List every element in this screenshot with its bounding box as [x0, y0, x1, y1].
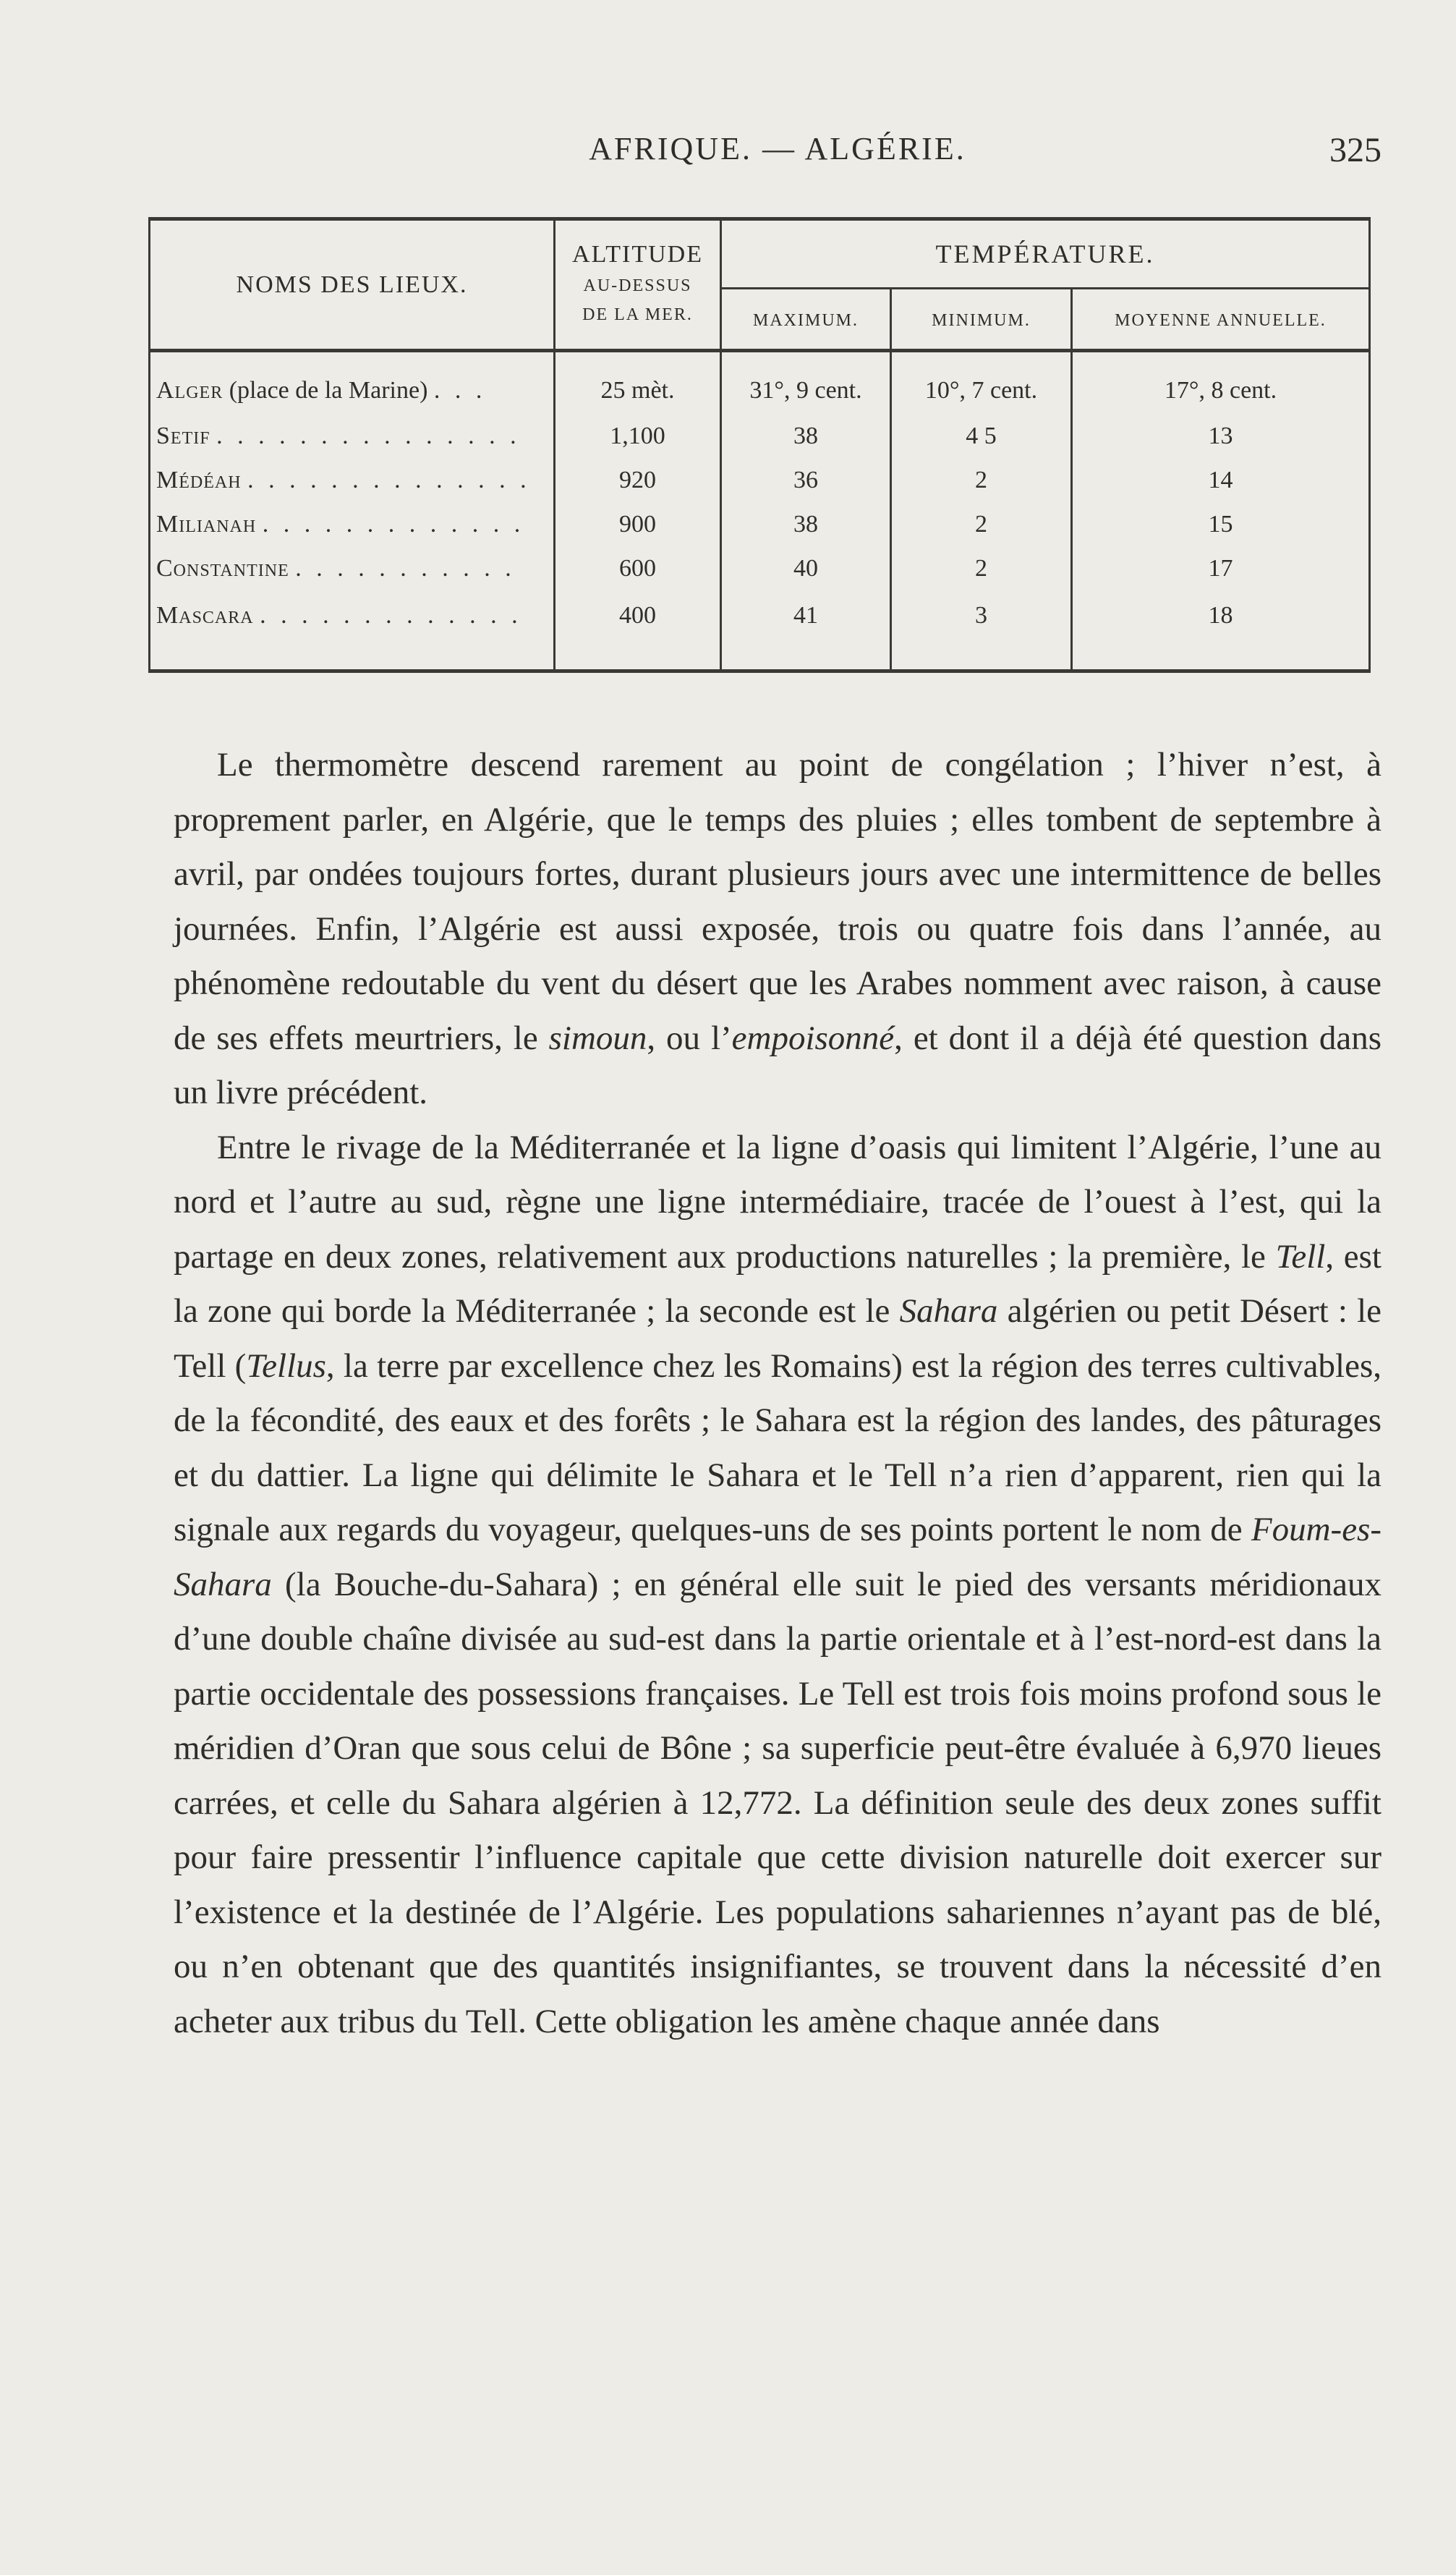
- cell-minimum: 2: [891, 546, 1072, 590]
- emphasis-tellus: Tellus: [246, 1346, 326, 1385]
- emphasis-empoisonne: empoisonné: [731, 1019, 895, 1057]
- place-name: Milianah: [156, 510, 257, 538]
- header-place: NOMS DES LIEUX.: [150, 219, 555, 351]
- table-row: [150, 351, 1370, 415]
- cell-place: [150, 590, 555, 671]
- emphasis-foum-es-sahara: Foum-es-Sahara: [174, 1511, 1382, 1603]
- paragraph: Le thermomètre descend rarement au point de congélation ; l’hiver n’est, à proprement parler, en Algérie, que le temps des pluies ; elles tombent de septembre à avril, par ondées toujours fortes, durant plusieurs jours avec une intermittence de belles journées. Enfin, l’Algérie est aussi exposée, trois ou quatre fois dans l’année, au phénomène redoutable du vent du désert que les Arabes nomment avec raison, à cause de ses effets meurtriers, le simoun, ou l’empoisonné, et dont il a déjà été question dans un livre précédent.: [174, 746, 1382, 1111]
- place-note: (place de la Marine): [223, 376, 428, 404]
- leader-dots: . . . . . . . . . . . . .: [262, 510, 525, 538]
- cell-mean: 17: [1072, 546, 1370, 590]
- leader-dots: . . . . . . . . . . . . .: [260, 601, 522, 629]
- cell-maximum: 38: [721, 502, 891, 546]
- leader-dots: . . . . . . . . . . . . . . .: [216, 422, 521, 449]
- cell-altitude: 900: [555, 502, 721, 546]
- cell-minimum: 10°, 7 cent.: [891, 351, 1072, 415]
- cell-maximum: 31°, 9 cent.: [721, 351, 891, 415]
- cell-maximum: 40: [721, 546, 891, 590]
- leader-dots: . . .: [433, 376, 487, 404]
- table-row: [150, 458, 1370, 502]
- cell-place: [150, 414, 555, 458]
- place-name: Alger: [156, 376, 223, 404]
- header-altitude: [555, 219, 721, 351]
- header-mean: MOYENNE ANNUELLE.: [1072, 289, 1370, 351]
- emphasis-tell: Tell: [1275, 1237, 1326, 1276]
- cell-altitude: 25 mèt.: [555, 351, 721, 415]
- cell-altitude: 1,100: [555, 414, 721, 458]
- cell-minimum: 2: [891, 458, 1072, 502]
- climate-table-wrapper: [148, 217, 1371, 673]
- header-maximum: MAXIMUM.: [721, 289, 891, 351]
- place-name: Médéah: [156, 466, 242, 493]
- cell-mean: 17°, 8 cent.: [1072, 351, 1370, 415]
- table-row: [150, 414, 1370, 458]
- cell-altitude: 920: [555, 458, 721, 502]
- cell-altitude: 600: [555, 546, 721, 590]
- cell-minimum: 3: [891, 590, 1072, 671]
- place-name: Setif: [156, 422, 210, 449]
- cell-mean: 14: [1072, 458, 1370, 502]
- paragraph: Entre le rivage de la Méditerranée et la ligne d’oasis qui limitent l’Algérie, l’une au nord et l’autre au sud, règne une ligne intermédiaire, tracée de l’ouest à l’est, qui la partage en deux zones, relativement aux productions naturelles ; la première, le Tell, est la zone qui borde la Méditerranée ; la seconde est le Sahara algérien ou petit Désert : le Tell (Tellus, la terre par excellence chez les Romains) est la région des terres cultivables, de la fécondité, des eaux et des forêts ; le Sahara est la région des landes, des pâturages et du dattier. La ligne qui délimite le Sahara et le Tell n’a rien d’apparent, rien qui la signale aux regards du voyageur, quelques-uns de ses points portent le nom de Foum-es-Sahara (la Bouche-du-Sahara) ; en général elle suit le pied des versants méridionaux d’une double chaîne divisée au sud-est dans la partie orientale et à l’est-nord-est dans la partie occidentale des possessions françaises. Le Tell est trois fois moins profond sous le méridien d’Oran que sous celui de Bône ; sa superficie peut-être évaluée à 6,970 lieues carrées, et celle du Sahara algérien à 12,772. La définition seule des deux zones suffit pour faire pressentir l’influence capitale que cette division naturelle doit exercer sur l’existence et la destinée de l’Algérie. Les populations sahariennes n’ayant pas de blé, ou n’en obtenant que des quantités insignifiantes, se trouvent dans la nécessité d’en acheter aux tribus du Tell. Cette obligation les amène chaque année dans: [174, 1128, 1382, 2040]
- cell-place: [150, 351, 555, 415]
- cell-minimum: 2: [891, 502, 1072, 546]
- emphasis-sahara: Sahara: [899, 1292, 998, 1330]
- cell-mean: 18: [1072, 590, 1370, 671]
- body-text: [174, 738, 1382, 2049]
- header-altitude-line1: ALTITUDE: [572, 241, 703, 268]
- cell-minimum: 4 5: [891, 414, 1072, 458]
- header-temperature: TEMPÉRATURE.: [721, 219, 1370, 289]
- header-altitude-line2: AU-DESSUS: [583, 276, 692, 295]
- table-row: [150, 502, 1370, 546]
- leader-dots: . . . . . . . . . . .: [295, 554, 516, 582]
- emphasis-simoun: simoun: [548, 1019, 647, 1057]
- place-name: Constantine: [156, 554, 289, 582]
- cell-place: [150, 546, 555, 590]
- cell-place: [150, 502, 555, 546]
- cell-maximum: 41: [721, 590, 891, 671]
- page-number: 325: [1329, 131, 1382, 169]
- cell-mean: 13: [1072, 414, 1370, 458]
- running-title: AFRIQUE. — ALGÉRIE.: [589, 131, 966, 166]
- leader-dots: . . . . . . . . . . . . . .: [247, 466, 531, 493]
- cell-mean: 15: [1072, 502, 1370, 546]
- cell-place: [150, 458, 555, 502]
- cell-maximum: 36: [721, 458, 891, 502]
- table-row: [150, 590, 1370, 671]
- table-row: [150, 546, 1370, 590]
- header-altitude-line3: DE LA MER.: [582, 305, 693, 324]
- cell-maximum: 38: [721, 414, 891, 458]
- place-name: Mascara: [156, 601, 254, 629]
- page-header: [174, 130, 1382, 181]
- climate-table: [148, 217, 1371, 673]
- header-minimum: MINIMUM.: [891, 289, 1072, 351]
- cell-altitude: 400: [555, 590, 721, 671]
